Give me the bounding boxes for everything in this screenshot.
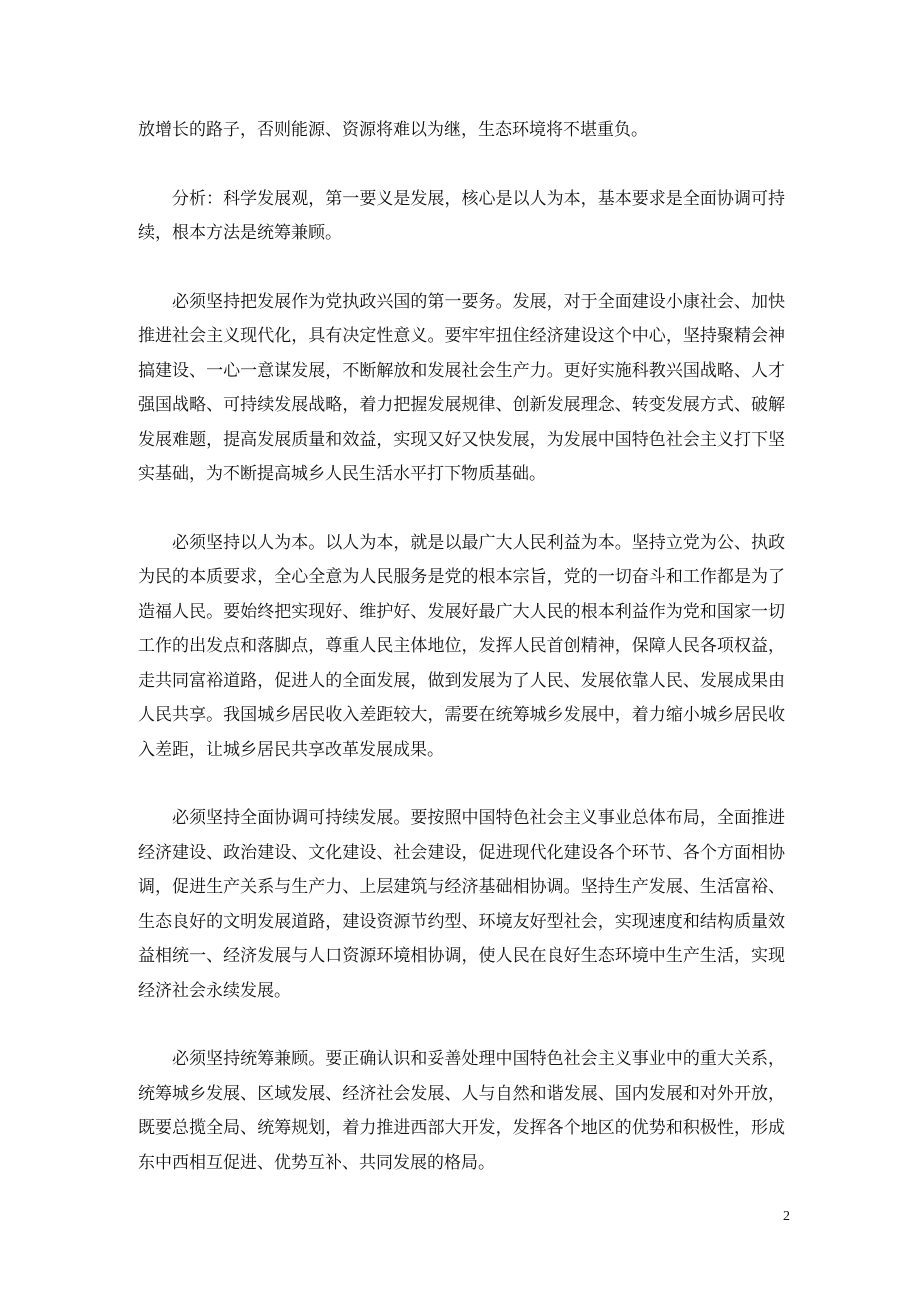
paragraph-people-oriented: 必须坚持以人为本。以人为本，就是以最广大人民利益为本。坚持立党为公、执政为民的本质要求，全心全意为人民服务是党的根本宗旨，党的一切奋斗和工作都是为了造福人民。要始终把实现好、维护好、发展好最广大人民的根本利益作为党和国家一切工作的出发点和落脚点，尊重人民主体地位，发挥人民首创精神，保障人民各项权益，走共同富裕道路，促进人的全面发展，做到发展为了人民、发展依靠人民、发展成果由人民共享。我国城乡居民收入差距较大，需要在统筹城乡发展中，着力缩小城乡居民收入差距，让城乡居民共享改革发展成果。 [138, 532, 785, 760]
paragraph-overall-planning: 必须坚持统筹兼顾。要正确认识和妥善处理中国特色社会主义事业中的重大关系，统筹城乡发展、区域发展、经济社会发展、人与自然和谐发展、国内发展和对外开放，既要总揽全局、统筹规划，着力推进西部大开发，发挥各个地区的优势和积极性，形成东中西相互促进、优势互补、共同发展的格局。 [138, 1049, 785, 1173]
page-number: 2 [783, 1209, 790, 1224]
paragraph-analysis: 分析：科学发展观，第一要义是发展，核心是以人为本，基本要求是全面协调可持续，根本方法是统筹兼顾。 [138, 188, 785, 243]
paragraph-sustainable: 必须坚持全面协调可持续发展。要按照中国特色社会主义事业总体布局，全面推进经济建设、政治建设、文化建设、社会建设，促进现代化建设各个环节、各个方面相协调，促进生产关系与生产力、上层建筑与经济基础相协调。坚持生产发展、生活富裕、生态良好的文明发展道路，建设资源节约型、环境友好型社会，实现速度和结构质量效益相统一、经济发展与人口资源环境相协调，使人民在良好生态环境中生产生活，实现经济社会永续发展。 [138, 808, 785, 1001]
paragraph-continuation: 放增长的路子，否则能源、资源将难以为继，生态环境将不堪重负。 [138, 120, 648, 140]
document-body [138, 113, 785, 1214]
paragraph-development: 必须坚持把发展作为党执政兴国的第一要务。发展，对于全面建设小康社会、加快推进社会主义现代化，具有决定性意义。要牢牢扭住经济建设这个中心，坚持聚精会神搞建设、一心一意谋发展，不断解放和发展社会生产力。更好实施科教兴国战略、人才强国战略、可持续发展战略，着力把握发展规律、创新发展理念、转变发展方式、破解发展难题，提高发展质量和效益，实现又好又快发展，为发展中国特色社会主义打下坚实基础，为不断提高城乡人民生活水平打下物质基础。 [138, 291, 785, 484]
